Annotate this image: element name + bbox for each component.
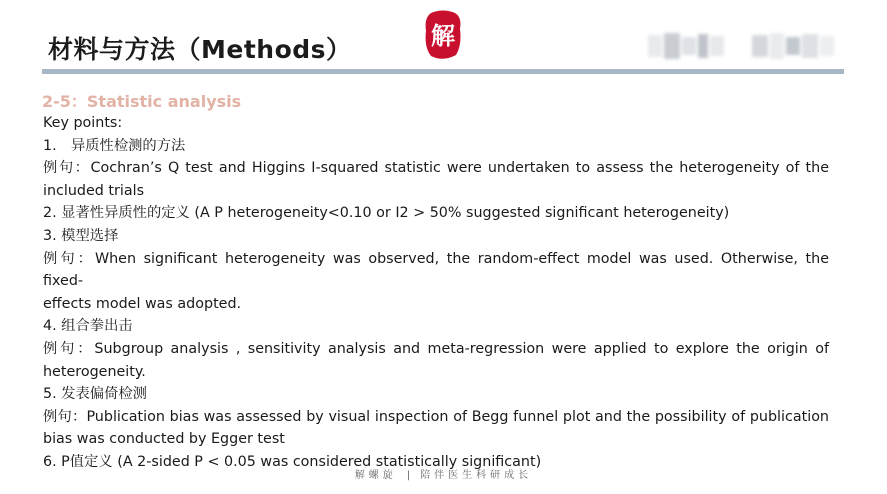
- footer-slogan: 陪伴医生科研成长: [420, 470, 533, 481]
- footer-separator: |: [406, 470, 411, 481]
- item-3-example: 例句：When significant heterogeneity was observed, the random-effect model was used. Otherwise, the fixed-: [43, 250, 829, 290]
- item-1-example-cont: included trials: [43, 182, 145, 199]
- item-1-example: 例句：Cochran’s Q test and Higgins I-squared statistic were undertaken to assess the heterogeneity of the: [43, 160, 829, 177]
- item-4-example: 例句：Subgroup analysis , sensitivity analysis and meta-regression were applied to explore the origin of: [43, 340, 829, 357]
- item-4-example-cont: heterogeneity.: [43, 363, 146, 380]
- blurred-logo: [648, 33, 844, 59]
- content-body: [43, 112, 829, 474]
- footer-brand: 解螺旋: [354, 470, 397, 481]
- footer: [0, 466, 887, 481]
- key-points-label: Key points:: [43, 115, 123, 131]
- section-heading: 2-5：Statistic analysis: [42, 92, 242, 111]
- page-title: 材料与方法（Methods）: [48, 35, 352, 64]
- item-5-example: 例句：Publication bias was assessed by visual inspection of Begg funnel plot and the possibility of publication: [43, 408, 829, 425]
- item-1: 1. 异质性检测的方法: [43, 137, 186, 154]
- seal-logo-icon: [423, 7, 463, 63]
- title-divider: [42, 69, 844, 74]
- item-2: 2. 显著性异质性的定义 (A P heterogeneity<0.10 or I2 > 50% suggested significant heterogeneity): [43, 205, 730, 222]
- item-4: 4. 组合拳出击: [43, 318, 133, 335]
- item-6: 6. P值定义 (A 2-sided P < 0.05 was considered statistically significant): [43, 453, 542, 470]
- item-3-example-cont: effects model was adopted.: [43, 295, 242, 312]
- item-3: 3. 模型选择: [43, 227, 119, 244]
- item-5: 5. 发表偏倚检测: [43, 386, 147, 403]
- seal-text: 解: [431, 21, 455, 50]
- item-5-example-cont: bias was conducted by Egger test: [43, 431, 285, 448]
